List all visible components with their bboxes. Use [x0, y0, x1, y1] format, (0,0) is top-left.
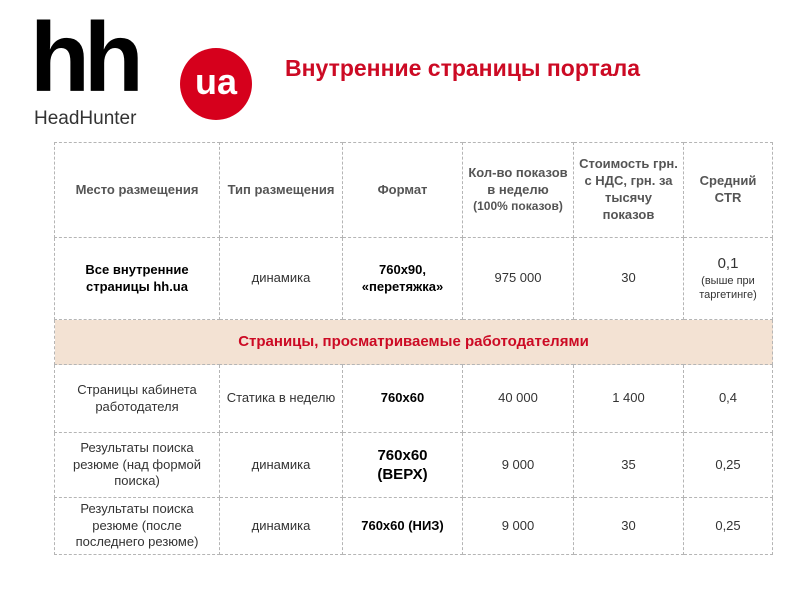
- cell-format: [343, 433, 463, 498]
- header-format: Формат: [343, 143, 463, 238]
- logo-wordmark: HeadHunter: [34, 108, 137, 129]
- header-ctr: Средний CTR: [684, 143, 773, 238]
- cell-format-line1: 760x60: [377, 446, 428, 464]
- cell-ctr: 0,25: [684, 498, 773, 555]
- table-row: [55, 365, 773, 433]
- cell-format-line1: 760x90,: [379, 261, 426, 277]
- cell-ctr: 0,25: [684, 433, 773, 498]
- logo-ua-badge: ua: [180, 48, 252, 120]
- cell-impressions: 975 000: [463, 238, 574, 320]
- header-impressions: [463, 143, 574, 238]
- table-row: [55, 498, 773, 555]
- cell-type: Статика в неделю: [220, 365, 343, 433]
- cell-format-line2: (ВЕРХ): [377, 466, 428, 483]
- logo-hh: hh: [30, 2, 138, 112]
- cell-format-line2: «перетяжка»: [361, 278, 444, 294]
- cell-place: Результаты поиска резюме (после последнего резюме): [55, 498, 220, 555]
- header-impressions-note: (100% показов): [473, 199, 563, 214]
- cell-cost: 35: [574, 433, 684, 498]
- cell-impressions: 40 000: [463, 365, 574, 433]
- cell-place: Все внутренние страницы hh.ua: [55, 238, 220, 320]
- cell-place: Страницы кабинета работодателя: [55, 365, 220, 433]
- section-heading: Страницы, просматриваемые работодателями: [55, 320, 773, 365]
- cell-format: 760x60 (НИЗ): [343, 498, 463, 555]
- cell-type: динамика: [220, 433, 343, 498]
- cell-type: динамика: [220, 498, 343, 555]
- header-place: Место размещения: [55, 143, 220, 238]
- header-type: Тип размещения: [220, 143, 343, 238]
- cell-ctr: [684, 238, 773, 320]
- page-title: Внутренние страницы портала: [285, 55, 641, 81]
- header-impressions-label: Кол-во показов в неделю: [468, 165, 568, 198]
- pricing-table: [54, 142, 773, 555]
- headhunter-logo: [30, 2, 237, 129]
- cell-cost: 1 400: [574, 365, 684, 433]
- section-row: [55, 320, 773, 365]
- table-row: [55, 433, 773, 498]
- cell-ctr-value: 0,1: [717, 255, 739, 273]
- cell-cost: 30: [574, 238, 684, 320]
- cell-impressions: 9 000: [463, 433, 574, 498]
- cell-format: [343, 238, 463, 320]
- cell-ctr-note: (выше при таргетинге): [699, 274, 757, 302]
- cell-format: 760x60: [343, 365, 463, 433]
- cell-impressions: 9 000: [463, 498, 574, 555]
- table-row: [55, 238, 773, 320]
- header-cost: Стоимость грн. с НДС, грн. за тысячу показов: [574, 143, 684, 238]
- table-header-row: [55, 143, 773, 238]
- cell-cost: 30: [574, 498, 684, 555]
- cell-ctr: 0,4: [684, 365, 773, 433]
- cell-type: динамика: [220, 238, 343, 320]
- cell-place: Результаты поиска резюме (над формой поиска): [55, 433, 220, 498]
